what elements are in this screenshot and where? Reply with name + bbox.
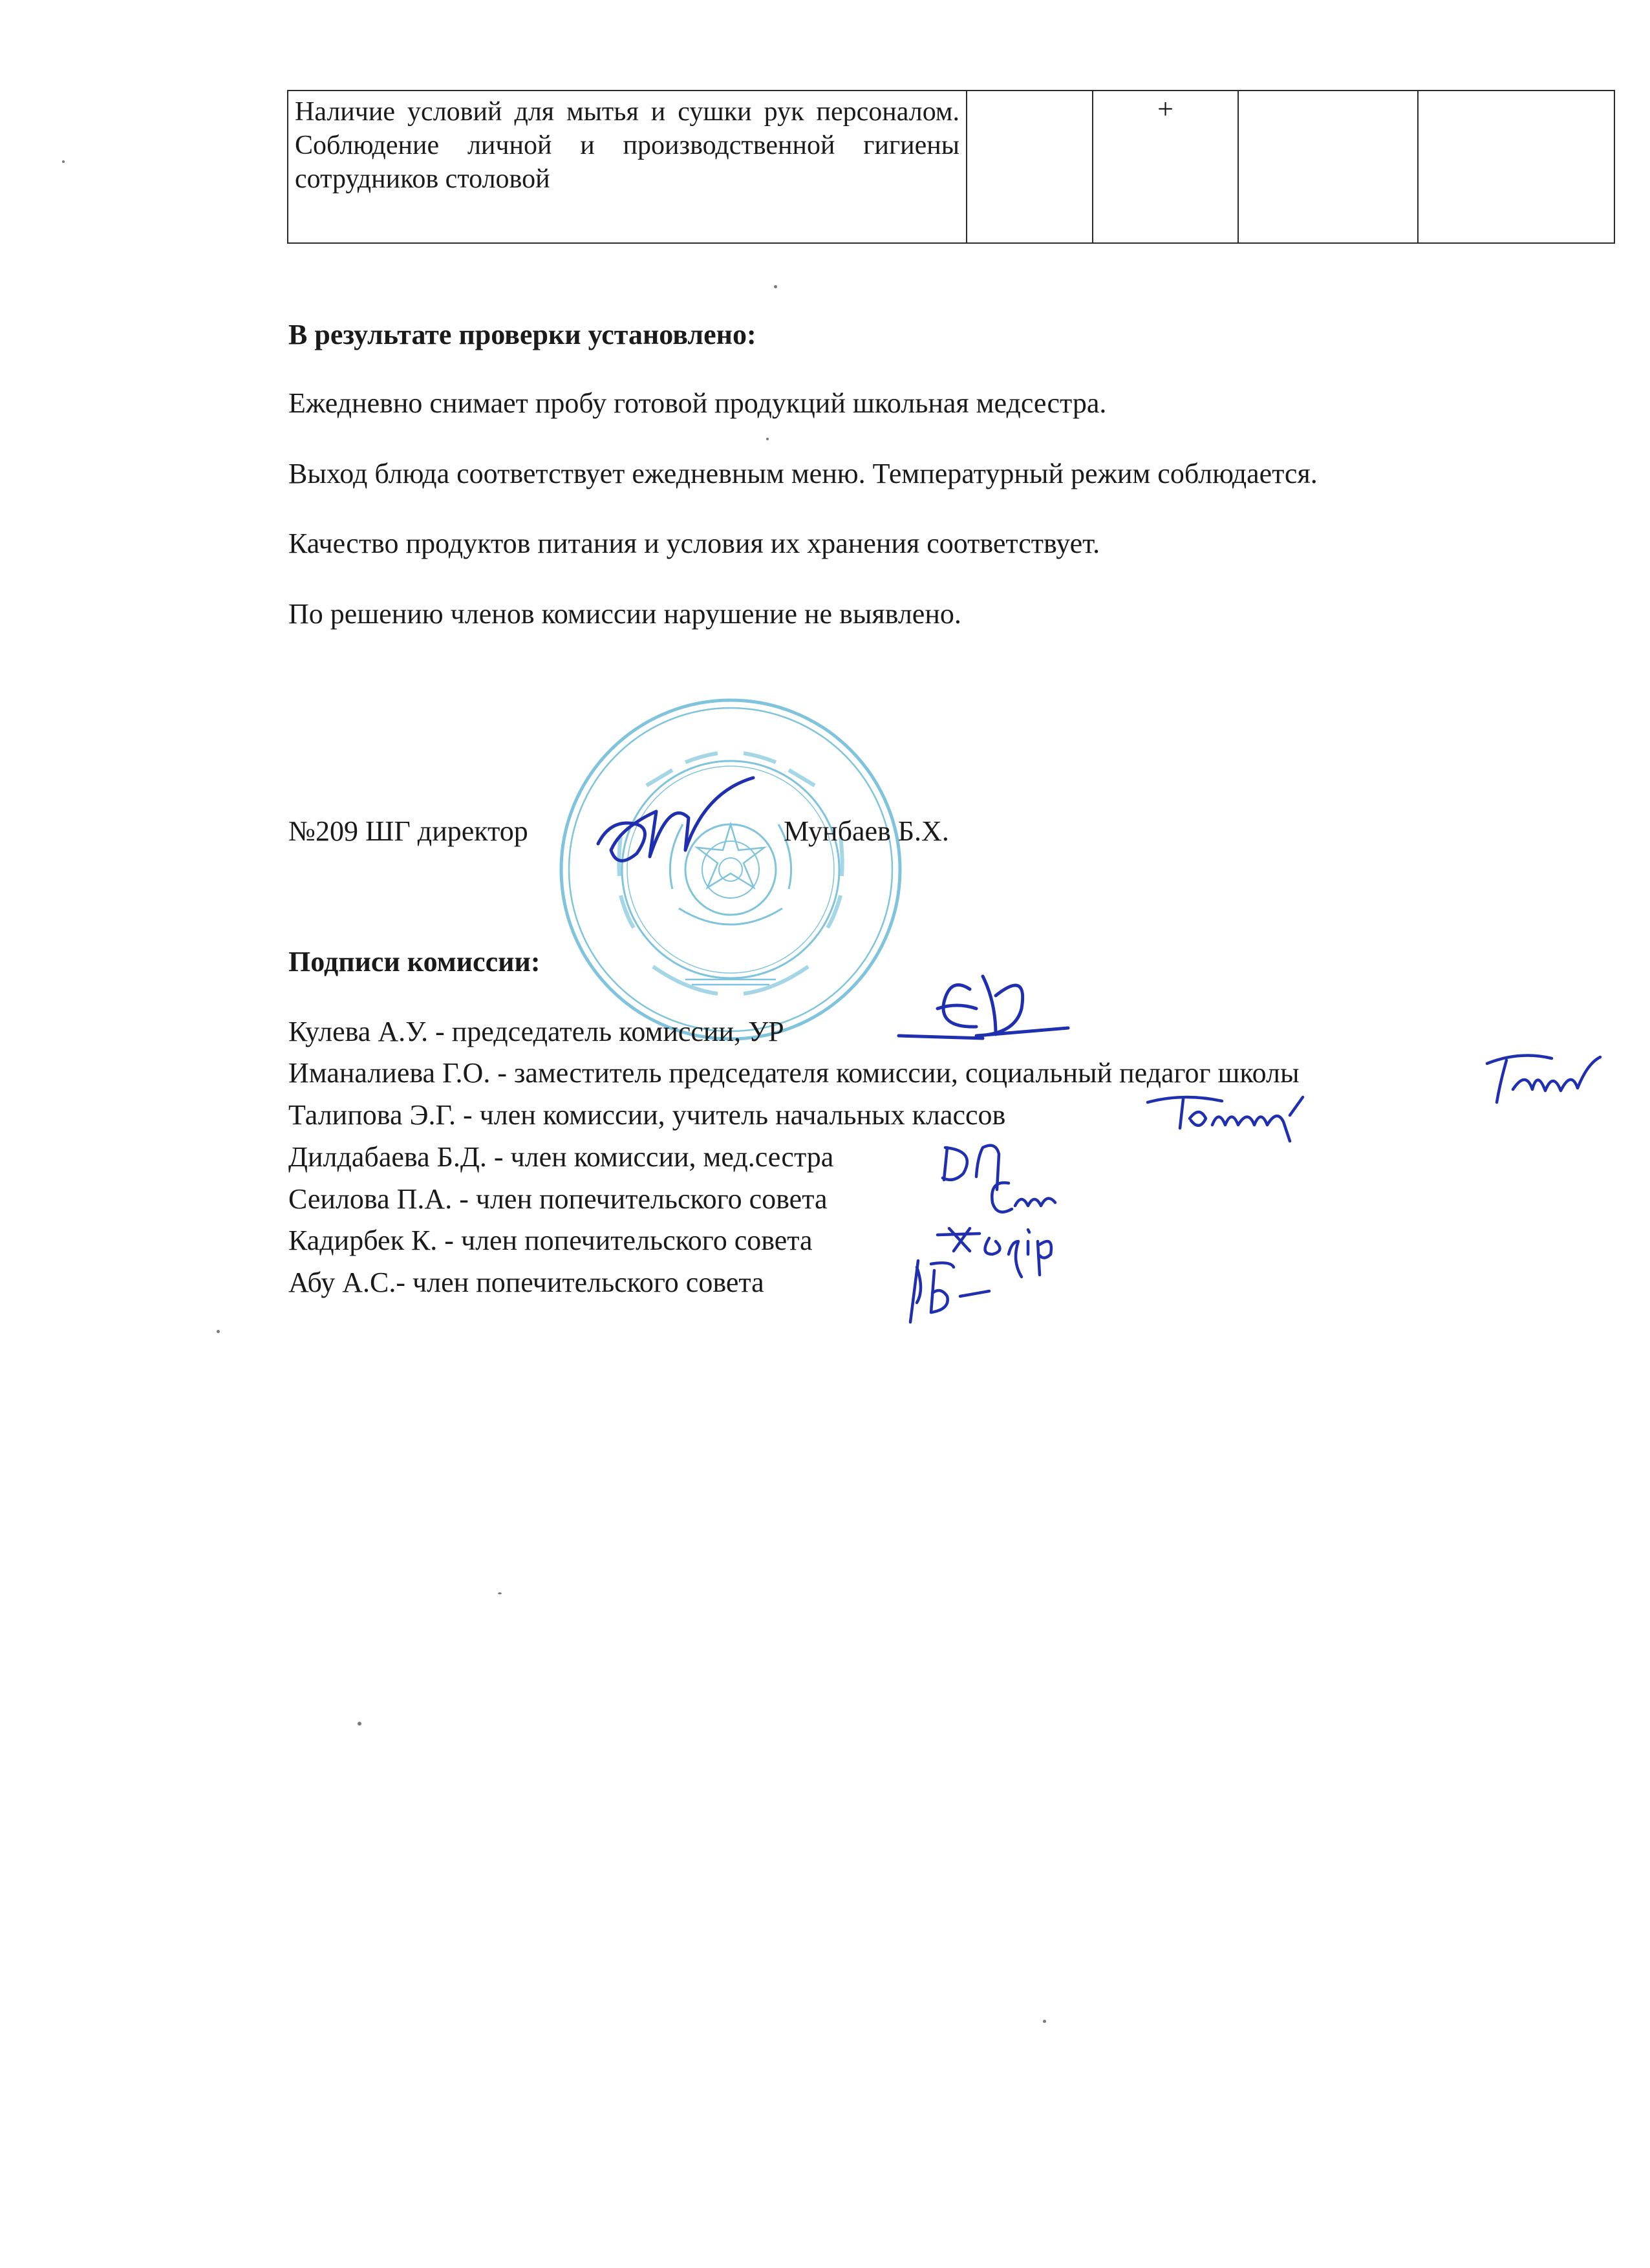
table-cell-col2: [967, 91, 1093, 243]
table-cell-col4: [1238, 91, 1418, 243]
inspection-table: [287, 90, 1615, 244]
commission-member: Дилдабаева Б.Д. - член комиссии, мед.сестра: [288, 1141, 834, 1173]
commission-member: Талипова Э.Г. - член комиссии, учитель начальных классов: [288, 1099, 1006, 1131]
table-cell-col5: [1418, 91, 1614, 243]
director-title: №209 ШГ директор: [288, 815, 528, 847]
finding-line: Выход блюда соответствует ежедневным меню. Температурный режим соблюдается.: [288, 458, 1318, 489]
table-cell-criterion: Наличие условий для мытья и сушки рук персоналом. Соблюдение личной и производственной гигиены сотрудников столовой: [288, 91, 967, 243]
findings-heading: В результате проверки установлено:: [288, 319, 756, 350]
commission-member: Абу А.С.- член попечительского совета: [288, 1267, 764, 1298]
commission-heading: Подписи комиссии:: [288, 946, 541, 978]
commission-member: Сеилова П.А. - член попечительского совета: [288, 1183, 828, 1215]
scan-speck: [217, 1330, 220, 1333]
signature-kuleva: [899, 963, 1073, 1047]
signature-talipova: [1144, 1089, 1306, 1148]
table-cell-col3: +: [1093, 91, 1238, 243]
scan-speck: [774, 285, 777, 288]
commission-member: Кадирбек К. - член попечительского совета: [288, 1225, 813, 1256]
director-name: Мунбаев Б.Х.: [784, 815, 949, 847]
signature-abu: [905, 1251, 996, 1329]
commission-member: Иманалиева Г.О. - заместитель председателя комиссии, социальный педагог школы: [288, 1057, 1300, 1089]
official-seal: [556, 695, 905, 1044]
signature-imanalieva: [1481, 1051, 1603, 1109]
table-row: [288, 91, 1614, 243]
scan-speck: [766, 438, 769, 440]
finding-line: По решению членов комиссии нарушение не выявлено.: [288, 598, 961, 630]
scan-speck: [1043, 2020, 1046, 2023]
finding-line: Ежедневно снимает пробу готовой продукций школьная медсестра.: [288, 387, 1107, 419]
finding-line: Качество продуктов питания и условия их хранения соответствует.: [288, 528, 1100, 559]
scan-speck: [498, 1592, 502, 1594]
scan-speck: [62, 160, 65, 163]
commission-member: Кулева А.У. - председатель комиссии, УР: [288, 1016, 784, 1047]
director-signature: [592, 773, 760, 870]
scan-speck: [358, 1722, 361, 1726]
